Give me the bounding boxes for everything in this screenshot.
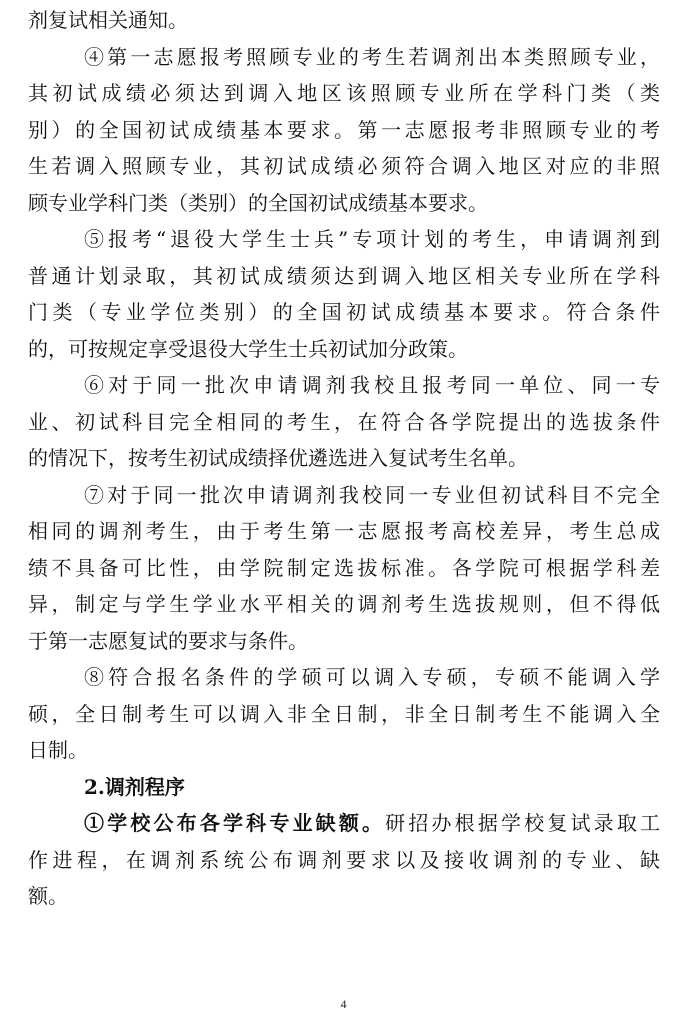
text-line: ④第一志愿报考照顾专业的考生若调剂出本类照顾专业，: [84, 44, 660, 69]
text-line: ⑥对于同一批次申请调剂我校且报考同一单位、同一专: [84, 373, 660, 397]
text-line: 作进程，在调剂系统公布调剂要求以及接收调剂的专业、缺: [28, 847, 660, 872]
text-line: 硕，全日制考生可以调入非全日制，非全日制考生不能调入全: [28, 701, 660, 726]
text-line: 普通计划录取，其初试成绩须达到调入地区相关专业所在学科: [28, 263, 660, 288]
text-line: 剂复试相关通知。: [28, 8, 188, 32]
text-line: 绩不具备可比性，由学院制定选拔标准。各学院可根据学科差: [28, 555, 660, 580]
text-line: ⑦对于同一批次申请调剂我校同一专业但初试科目不完全: [84, 482, 660, 507]
text-line: 业、初试科目完全相同的考生，在符合各学院提出的选拔条件: [28, 409, 660, 434]
page-number: 4: [340, 997, 347, 1011]
section-heading: 2.调剂程序: [84, 774, 185, 799]
text-line: 门类（专业学位类别）的全国初试成绩基本要求。符合条件: [28, 300, 660, 324]
paragraph-step-1: [28, 805, 660, 915]
text-line: ⑤报考“退役大学生士兵”专项计划的考生，申请调剂到: [84, 227, 660, 251]
step-text: 研招办根据学校复试录取工: [385, 811, 661, 835]
text-line: 其初试成绩必须达到调入地区该照顾专业所在学科门类（类: [28, 81, 660, 105]
paragraph-6: [28, 367, 660, 477]
text-line: 的情况下，按考生初试成绩择优遴选进入复试考生名单。: [28, 446, 528, 470]
text-line: 生若调入照顾专业，其初试成绩必须符合调入地区对应的非照: [28, 154, 660, 178]
text-line: 别）的全国初试成绩基本要求。第一志愿报考非照顾专业的考: [28, 117, 660, 142]
text-line: 异，制定与学生学业水平相关的调剂考生选拔规则，但不得低: [28, 592, 660, 616]
paragraph-5: [28, 221, 660, 367]
paragraph-4: [28, 39, 660, 222]
paragraph-7: [28, 477, 660, 660]
document-body: [28, 2, 660, 915]
text-line: 的，可按规定享受退役大学生士兵初试加分政策。: [28, 336, 468, 361]
text-line: 顾专业学科门类（类别）的全国初试成绩基本要求。: [28, 190, 488, 215]
paragraph-8: [28, 659, 660, 769]
text-line: 相同的调剂考生，由于考生第一志愿报考高校差异，考生总成: [28, 519, 660, 543]
text-line: 于第一志愿复试的要求与条件。: [28, 628, 308, 653]
text-line: 额。: [28, 884, 68, 908]
text-line: [28, 805, 660, 842]
step-lead: ①学校公布各学科专业缺额。: [84, 811, 386, 835]
text-line: 日制。: [28, 738, 88, 762]
text-line: ⑧符合报名条件的学硕可以调入专硕，专硕不能调入学: [84, 665, 660, 689]
